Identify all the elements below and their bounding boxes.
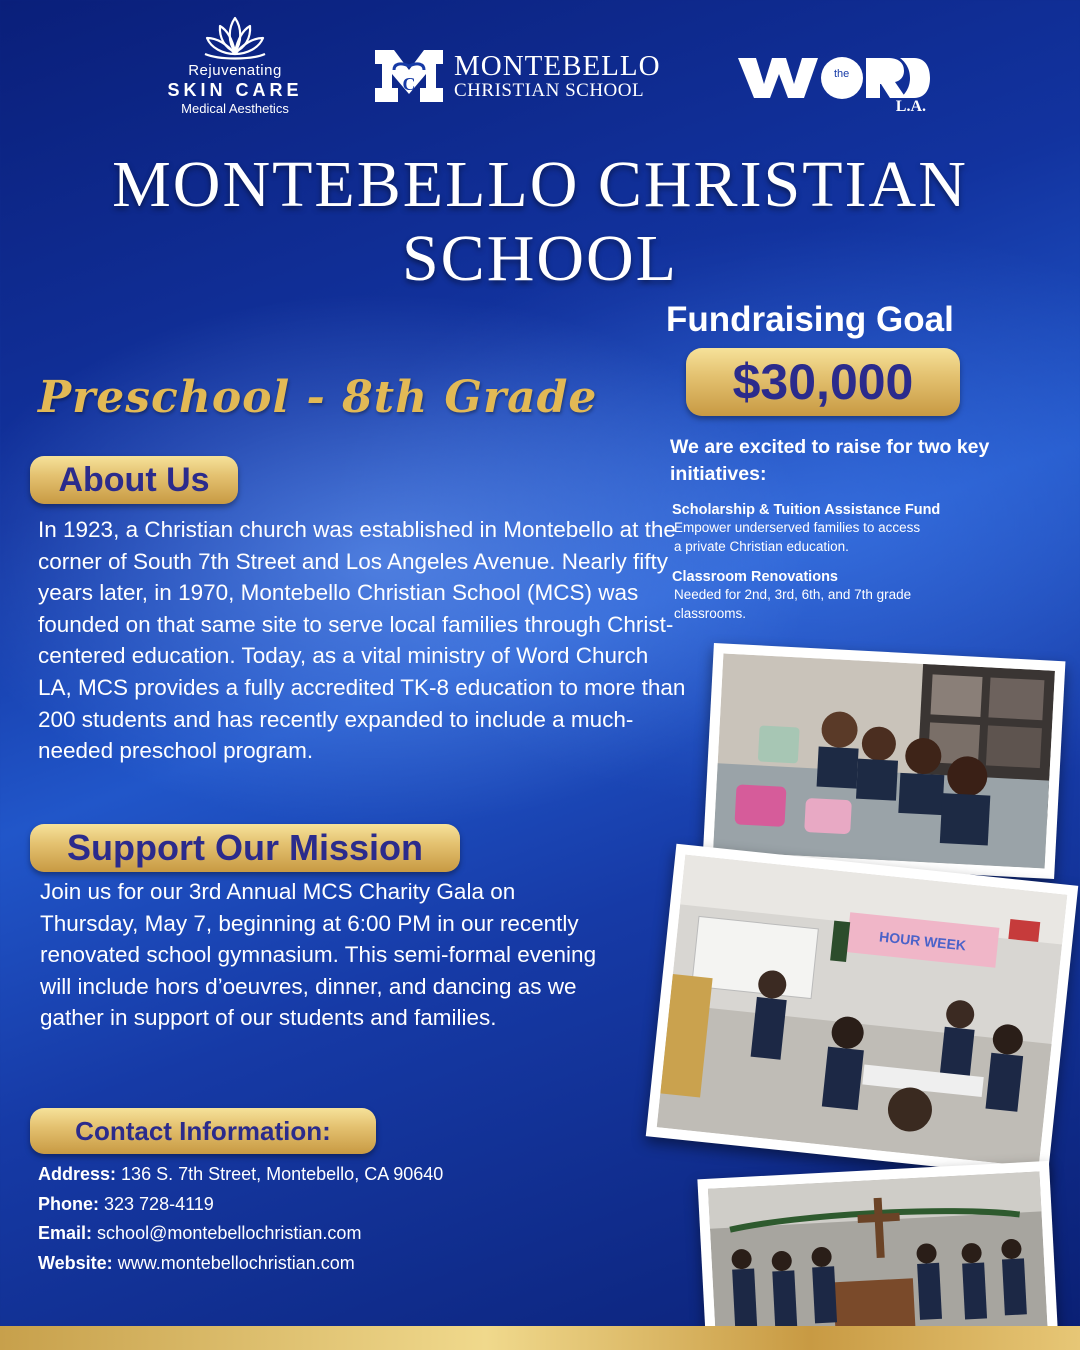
- about-text: In 1923, a Christian church was established in Montebello at the corner of South 7th Street and Los Angeles Avenue. Nearly fifty years later, in 1970, Montebello Christian School (MCS) was founded on that same site to serve local families through Christ-centered education. Today, as a vital ministry of Word Church LA, MCS provides a fully accredited TK-8 education to more than 200 students and has recently expanded to include a much-needed preschool program.: [38, 517, 686, 764]
- contact-email[interactable]: Email: school@montebellochristian.com: [38, 1223, 362, 1243]
- skin-care-line3: Medical Aesthetics: [181, 101, 289, 116]
- classroom-banner-text: HOUR WEEK: [878, 928, 967, 954]
- word-logo-la: L.A.: [895, 98, 926, 115]
- contact-list: [38, 1160, 443, 1278]
- initiative-desc: Empower underserved families to access: [674, 520, 921, 535]
- initiative-desc: Needed for 2nd, 3rd, 6th, and 7th grade: [674, 587, 912, 602]
- photo-classroom: [646, 844, 1079, 1179]
- skin-care-line2: SKIN CARE: [167, 80, 303, 100]
- skin-care-logo: [140, 14, 330, 116]
- classroom-image: [657, 855, 1068, 1168]
- initiative-item: [672, 502, 992, 556]
- skin-care-line1: Rejuvenating: [188, 62, 282, 79]
- photo-chapel: [697, 1161, 1058, 1350]
- support-text: Join us for our 3rd Annual MCS Charity Gala on Thursday, May 7, beginning at 6:00 PM in our recently renovated school gymnasium. This semi-formal evening will include hors d’oeuvres, dinner, and dancing as we gather in support of our students and families.: [40, 879, 597, 1031]
- initiatives-intro: We are excited to raise for two key initiatives:: [670, 436, 990, 485]
- word-logo-the: the: [834, 68, 850, 80]
- lotus-icon: [195, 14, 275, 64]
- contact-phone[interactable]: Phone: 323 728-4119: [38, 1193, 214, 1214]
- contact-website[interactable]: Website: www.montebellochristian.com: [38, 1252, 355, 1273]
- photo-students-lunch: [703, 643, 1066, 879]
- initiative-desc: a private Christian education.: [674, 539, 849, 554]
- initiative-title: Classroom Renovations: [672, 569, 838, 585]
- students-lunch-image: [713, 653, 1055, 868]
- fundraising-amount: $30,000: [686, 348, 960, 416]
- contact-heading: Contact Information:: [30, 1108, 376, 1154]
- page-title-line2: SCHOOL: [401, 222, 679, 295]
- mcs-shield-icon: [372, 44, 446, 108]
- word-la-logo: [738, 54, 930, 120]
- initiative-desc: classrooms.: [674, 606, 747, 621]
- fundraising-heading: Fundraising Goal: [666, 300, 954, 339]
- svg-text:C: C: [402, 74, 416, 94]
- page-title: [0, 148, 1080, 296]
- page-title-line1: MONTEBELLO CHRISTIAN: [112, 148, 968, 221]
- contact-address: Address: 136 S. 7th Street, Montebello, CA 90640: [38, 1164, 444, 1184]
- school-logo: [372, 44, 661, 108]
- chapel-image: [708, 1171, 1048, 1350]
- school-logo-line2: CHRISTIAN SCHOOL: [454, 80, 645, 101]
- bottom-gold-bar: [0, 1326, 1080, 1350]
- support-heading: Support Our Mission: [30, 824, 460, 872]
- initiative-title: Scholarship & Tuition Assistance Fund: [672, 502, 941, 518]
- about-heading: About Us: [30, 456, 238, 504]
- initiative-item: [672, 569, 972, 623]
- school-logo-line1: MONTEBELLO: [454, 50, 661, 82]
- grade-range: Preschool - 8th Grade: [38, 372, 598, 423]
